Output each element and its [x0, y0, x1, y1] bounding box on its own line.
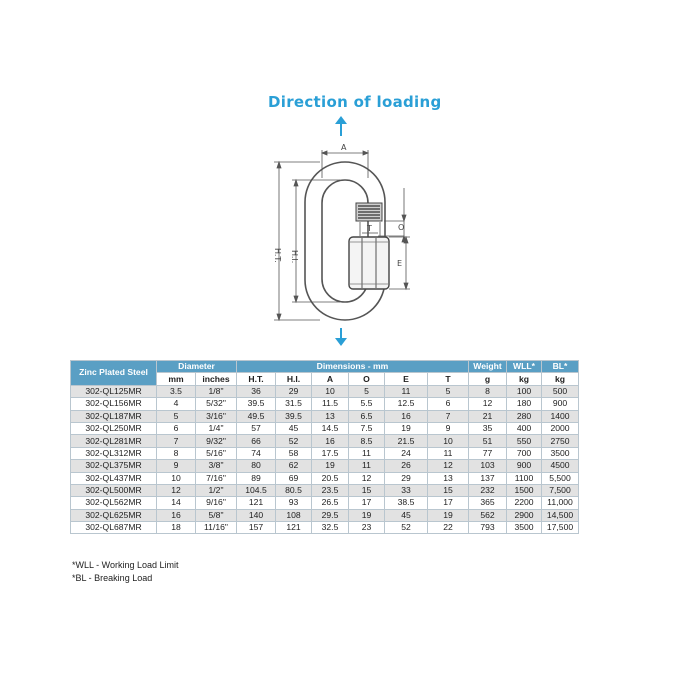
- diameter-header: Diameter: [157, 361, 237, 373]
- table-cell: 562: [469, 509, 507, 521]
- table-cell: 5: [349, 385, 385, 397]
- product-header: Zinc Plated Steel: [71, 361, 157, 386]
- table-cell: 66: [237, 435, 276, 447]
- table-cell: 3500: [542, 447, 579, 459]
- table-cell: 32.5: [312, 522, 349, 534]
- table-cell: 108: [276, 509, 312, 521]
- table-cell: 12: [469, 398, 507, 410]
- table-cell: 29: [276, 385, 312, 397]
- product-code-cell: 302-QL281MR: [71, 435, 157, 447]
- table-cell: 7.5: [349, 422, 385, 434]
- table-cell: 157: [237, 522, 276, 534]
- table-cell: 19: [312, 460, 349, 472]
- product-code-cell: 302-QL250MR: [71, 422, 157, 434]
- product-code-cell: 302-QL375MR: [71, 460, 157, 472]
- table-cell: 19: [385, 422, 428, 434]
- table-cell: 3/16": [196, 410, 237, 422]
- table-row: [71, 410, 579, 422]
- table-cell: 31.5: [276, 398, 312, 410]
- table-cell: 19: [428, 509, 469, 521]
- product-code-cell: 302-QL187MR: [71, 410, 157, 422]
- table-cell: 77: [469, 447, 507, 459]
- table-cell: 5.5: [349, 398, 385, 410]
- table-cell: 12.5: [385, 398, 428, 410]
- bl-header: BL*: [542, 361, 579, 373]
- table-cell: 5: [428, 385, 469, 397]
- table-cell: 8: [469, 385, 507, 397]
- label-e: E: [397, 259, 403, 268]
- table-cell: 17.5: [312, 447, 349, 459]
- product-code-cell: 302-QL437MR: [71, 472, 157, 484]
- product-code-cell: 302-QL562MR: [71, 497, 157, 509]
- table-cell: 16: [157, 509, 196, 521]
- table-cell: 52: [385, 522, 428, 534]
- table-row: [71, 472, 579, 484]
- table-cell: 1/2": [196, 484, 237, 496]
- table-cell: 9: [428, 422, 469, 434]
- table-cell: 58: [276, 447, 312, 459]
- unit-header: kg: [542, 373, 579, 385]
- table-cell: 500: [542, 385, 579, 397]
- table-cell: 74: [237, 447, 276, 459]
- table-cell: 6: [428, 398, 469, 410]
- table-cell: 1/4": [196, 422, 237, 434]
- table-cell: 14.5: [312, 422, 349, 434]
- product-code-cell: 302-QL125MR: [71, 385, 157, 397]
- weight-header: Weight: [469, 361, 507, 373]
- table-cell: 35: [469, 422, 507, 434]
- arrow-down-icon: [335, 328, 347, 346]
- table-cell: 12: [428, 460, 469, 472]
- wll-header: WLL*: [507, 361, 542, 373]
- table-cell: 4: [157, 398, 196, 410]
- table-cell: 39.5: [276, 410, 312, 422]
- table-row: [71, 497, 579, 509]
- label-hi: H.I.: [290, 250, 299, 264]
- table-row: [71, 447, 579, 459]
- table-cell: 29.5: [312, 509, 349, 521]
- table-cell: 93: [276, 497, 312, 509]
- table-cell: 1/8": [196, 385, 237, 397]
- table-cell: 26.5: [312, 497, 349, 509]
- unit-header: T: [428, 373, 469, 385]
- table-cell: 5/32": [196, 398, 237, 410]
- label-ht: H.T.: [273, 248, 282, 263]
- spec-table: [70, 360, 579, 534]
- table-cell: 69: [276, 472, 312, 484]
- table-cell: 11,000: [542, 497, 579, 509]
- table-cell: 33: [385, 484, 428, 496]
- table-cell: 11: [385, 385, 428, 397]
- table-cell: 20.5: [312, 472, 349, 484]
- label-t: T: [367, 224, 372, 233]
- thread-section: [356, 203, 382, 221]
- footnotes: [72, 559, 179, 584]
- table-cell: 18: [157, 522, 196, 534]
- table-cell: 38.5: [385, 497, 428, 509]
- table-cell: 11/16": [196, 522, 237, 534]
- product-code-cell: 302-QL625MR: [71, 509, 157, 521]
- table-cell: 62: [276, 460, 312, 472]
- hex-nut: [349, 237, 389, 289]
- product-code-cell: 302-QL156MR: [71, 398, 157, 410]
- table-cell: 8.5: [349, 435, 385, 447]
- table-cell: 12: [349, 472, 385, 484]
- table-cell: 9: [157, 460, 196, 472]
- label-o: O: [398, 223, 405, 232]
- table-cell: 365: [469, 497, 507, 509]
- table-cell: 1500: [507, 484, 542, 496]
- table-cell: 2750: [542, 435, 579, 447]
- table-cell: 11: [428, 447, 469, 459]
- table-cell: 5: [157, 410, 196, 422]
- table-cell: 137: [469, 472, 507, 484]
- table-cell: 17: [349, 497, 385, 509]
- table-cell: 100: [507, 385, 542, 397]
- table-cell: 39.5: [237, 398, 276, 410]
- table-row: [71, 460, 579, 472]
- unit-header: A: [312, 373, 349, 385]
- table-cell: 900: [507, 460, 542, 472]
- table-cell: 103: [469, 460, 507, 472]
- table-cell: 5/8": [196, 509, 237, 521]
- label-a: A: [341, 143, 347, 152]
- table-cell: 17: [428, 497, 469, 509]
- table-cell: 140: [237, 509, 276, 521]
- arrow-up-icon: [335, 116, 347, 136]
- table-cell: 24: [385, 447, 428, 459]
- table-cell: 4500: [542, 460, 579, 472]
- table-cell: 17,500: [542, 522, 579, 534]
- table-cell: 10: [312, 385, 349, 397]
- table-cell: 7: [157, 435, 196, 447]
- direction-of-loading-heading: Direction of loading: [268, 93, 442, 111]
- footnote-wll: *WLL - Working Load Limit: [72, 560, 179, 570]
- table-cell: 16: [312, 435, 349, 447]
- table-cell: 7,500: [542, 484, 579, 496]
- table-cell: 15: [428, 484, 469, 496]
- table-cell: 29: [385, 472, 428, 484]
- table-cell: 52: [276, 435, 312, 447]
- dimensions-header: Dimensions - mm: [237, 361, 469, 373]
- unit-header: mm: [157, 373, 196, 385]
- table-cell: 23: [349, 522, 385, 534]
- table-cell: 80: [237, 460, 276, 472]
- table-cell: 9/32": [196, 435, 237, 447]
- table-cell: 23.5: [312, 484, 349, 496]
- table-cell: 49.5: [237, 410, 276, 422]
- table-cell: 14,500: [542, 509, 579, 521]
- table-row: [71, 435, 579, 447]
- table-row: [71, 484, 579, 496]
- table-cell: 400: [507, 422, 542, 434]
- table-cell: 11.5: [312, 398, 349, 410]
- table-row: [71, 385, 579, 397]
- table-cell: 12: [157, 484, 196, 496]
- table-cell: 232: [469, 484, 507, 496]
- table-cell: 900: [542, 398, 579, 410]
- table-cell: 1100: [507, 472, 542, 484]
- table-cell: 6: [157, 422, 196, 434]
- table-cell: 21: [469, 410, 507, 422]
- unit-header: E: [385, 373, 428, 385]
- table-row: [71, 522, 579, 534]
- unit-header: kg: [507, 373, 542, 385]
- table-cell: 280: [507, 410, 542, 422]
- table-cell: 11: [349, 460, 385, 472]
- product-code-cell: 302-QL687MR: [71, 522, 157, 534]
- table-cell: 10: [157, 472, 196, 484]
- table-cell: 3500: [507, 522, 542, 534]
- unit-header: g: [469, 373, 507, 385]
- table-cell: 5,500: [542, 472, 579, 484]
- table-cell: 7/16": [196, 472, 237, 484]
- table-cell: 180: [507, 398, 542, 410]
- table-row: [71, 509, 579, 521]
- table-cell: 22: [428, 522, 469, 534]
- table-cell: 121: [276, 522, 312, 534]
- table-cell: 1400: [542, 410, 579, 422]
- table-cell: 121: [237, 497, 276, 509]
- table-cell: 10: [428, 435, 469, 447]
- unit-header: H.T.: [237, 373, 276, 385]
- table-cell: 57: [237, 422, 276, 434]
- table-cell: 8: [157, 447, 196, 459]
- table-cell: 700: [507, 447, 542, 459]
- table-cell: 14: [157, 497, 196, 509]
- table-cell: 26: [385, 460, 428, 472]
- unit-header: O: [349, 373, 385, 385]
- table-cell: 3.5: [157, 385, 196, 397]
- table-cell: 45: [385, 509, 428, 521]
- table-cell: 51: [469, 435, 507, 447]
- table-cell: 21.5: [385, 435, 428, 447]
- table-cell: 3/8": [196, 460, 237, 472]
- table-cell: 6.5: [349, 410, 385, 422]
- table-cell: 793: [469, 522, 507, 534]
- table-cell: 15: [349, 484, 385, 496]
- table-row: [71, 422, 579, 434]
- table-cell: 11: [349, 447, 385, 459]
- table-cell: 104.5: [237, 484, 276, 496]
- table-cell: 36: [237, 385, 276, 397]
- table-cell: 19: [349, 509, 385, 521]
- table-cell: 80.5: [276, 484, 312, 496]
- table-cell: 9/16": [196, 497, 237, 509]
- unit-header: H.I.: [276, 373, 312, 385]
- table-cell: 45: [276, 422, 312, 434]
- table-cell: 5/16": [196, 447, 237, 459]
- table-cell: 7: [428, 410, 469, 422]
- footnote-bl: *BL - Breaking Load: [72, 572, 153, 583]
- product-code-cell: 302-QL312MR: [71, 447, 157, 459]
- table-cell: 550: [507, 435, 542, 447]
- table-cell: 13: [312, 410, 349, 422]
- unit-header: inches: [196, 373, 237, 385]
- product-code-cell: 302-QL500MR: [71, 484, 157, 496]
- table-cell: 2200: [507, 497, 542, 509]
- table-cell: 89: [237, 472, 276, 484]
- table-cell: 2900: [507, 509, 542, 521]
- table-cell: 16: [385, 410, 428, 422]
- table-cell: 2000: [542, 422, 579, 434]
- table-row: [71, 398, 579, 410]
- table-cell: 13: [428, 472, 469, 484]
